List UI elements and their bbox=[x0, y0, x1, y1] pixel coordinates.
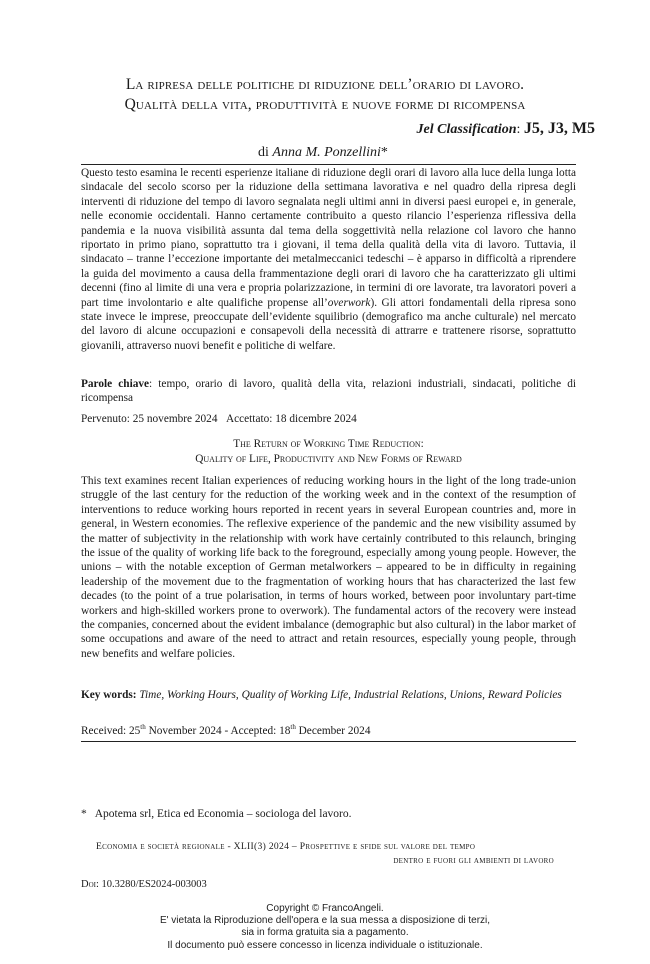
abstract-it-overwork: overwork bbox=[327, 296, 371, 309]
keywords-it-label: Parole chiave bbox=[81, 378, 150, 390]
journal-name: Economia e società regionale bbox=[96, 841, 225, 852]
copyright-line-1: Copyright © FrancoAngeli. bbox=[266, 903, 384, 914]
accepted-it: Accettato: 18 dicembre 2024 bbox=[225, 413, 357, 425]
keywords-en-text: Time, Working Hours, Quality of Working Life, Industrial Relations, Unions, Reward Policies bbox=[139, 689, 562, 701]
accepted-en-sup: th bbox=[290, 723, 296, 731]
jel-classification: Jel Classification: J5, J3, M5 bbox=[416, 120, 595, 137]
abstract-it-part2: ). Gli attori fondamentali della ripresa sono state invece le imprese, preoccupate dell’evidente squilibrio (demografico ma anche culturale) nel mercato del lavoro di alcune occupazioni e consapevoli della necessità di attrarre e trattenere risorse, soprattutto giovanili, attraverso nuovi benefit e politiche di welfare. bbox=[81, 296, 576, 352]
received-en-prefix: Received: 25 bbox=[81, 724, 141, 737]
abstract-english bbox=[81, 474, 576, 661]
footnote-marker: * bbox=[81, 808, 87, 820]
journal-volume: - XLII(3) 2024 – bbox=[224, 841, 300, 852]
keywords-en-label: Key words: bbox=[81, 689, 137, 701]
keywords-english bbox=[81, 688, 576, 702]
received-en-sup: th bbox=[140, 723, 146, 731]
received-it: Pervenuto: 25 novembre 2024 bbox=[81, 413, 218, 425]
keywords-italian bbox=[81, 377, 576, 406]
dates-english bbox=[81, 723, 370, 737]
jel-label: Jel Classification bbox=[416, 122, 517, 137]
divider-bottom bbox=[81, 741, 576, 742]
abstract-en-text: This text examines recent Italian experiences of reducing working hours in the light of the long trade-union struggle of the last century for the reduction of the working week and in the context of the resumption of interventions to reduce working hours reported in recent years in several European countries and, more in general, in Western economies. The reflexive experience of the pandemic and the new visibility assumed by the matter of subjectivity in the relationship with work have certainly contributed to this relaunch, bringing the issue of the quality of working life back to the foreground, especially among young people. However, the unions – with the notable exception of German metalworkers – appeared to be in difficulty in regaining leadership of the movement due to the fragmentation of working hours that has characterized the last few decades (to the point of a true polarisation, in terms of hours worked, between poor involuntary part-time workers and high-skilled workers prone to overwork). The fundamental actors of the recovery were instead the companies, concerned about the evident imbalance (demographic but also cultural) in the labor market of some occupations and aware of the need to attract and retain resources, especially young people, through new benefits and welfare policies. bbox=[81, 475, 576, 660]
journal-info bbox=[96, 840, 556, 868]
keywords-it-text: : tempo, orario di lavoro, qualità della vita, relazioni industriali, sindacati, politiche di ricompensa bbox=[81, 378, 577, 405]
doi: Doi: 10.3280/ES2024-003003 bbox=[81, 879, 207, 890]
author-name: Anna M. Ponzellini bbox=[272, 145, 381, 160]
copyright-line-3: sia in forma gratuita sia a pagamento. bbox=[241, 927, 409, 939]
accepted-en-suffix: December 2024 bbox=[295, 724, 371, 737]
copyright-line-2: E' vietata la Riproduzione dell'opera e la sua messa a disposizione di terzi, bbox=[159, 915, 491, 927]
abstract-italian bbox=[81, 166, 576, 353]
article-title bbox=[60, 75, 590, 115]
dates-italian bbox=[81, 413, 357, 425]
english-title-line-1: The Return of Working Time Reduction: bbox=[233, 438, 424, 450]
footnote-text: Apotema srl, Etica ed Economia – sociologa del lavoro. bbox=[94, 808, 352, 820]
received-en-suffix: November 2024 - Accepted: 18 bbox=[145, 724, 291, 737]
footnote bbox=[81, 808, 352, 820]
author-prefix: di bbox=[258, 145, 269, 160]
author-line bbox=[258, 145, 388, 161]
english-title-line-2: Quality of Life, Productivity and New Forms of Reward bbox=[195, 453, 462, 465]
divider-top bbox=[81, 164, 576, 165]
english-title bbox=[81, 437, 576, 467]
copyright-notice bbox=[80, 903, 570, 952]
title-line-2: Qualità della vita, produttività e nuove forme di ricompensa bbox=[124, 96, 526, 113]
journal-section-1: Prospettive e sfide sul valore del tempo bbox=[299, 841, 476, 852]
journal-section-2: dentro e fuori gli ambienti di lavoro bbox=[393, 855, 554, 866]
jel-codes: J5, J3, M5 bbox=[523, 120, 595, 137]
abstract-it-part1: Questo testo esamina le recenti esperienze italiane di riduzione degli orari di lavoro alla luce della lunga lotta sindacale del secolo scorso per la riduzione della settimana lavorativa e nel quadro della ripresa degli interventi di riduzione del tempo di lavoro segnalata negli ultimi anni in diversi paesi europei e, in generale, nelle economie occidentali. Hanno certamente contribuito a questo rilancio l’esperienza riflessiva della pandemia e la nuova visibilità assunta dal tema della soggettività nella relazione col lavoro che hanno riportato in primo piano, soprattutto tra i giovani, il tema della qualità della vita di lavoro. Tuttavia, il sindacato – tranne l’eccezione importante dei metalmeccanici tedeschi – è apparso in difficoltà a riprendere la guida del movimento a causa della frammentazione degli orari di lavoro che ha caratterizzato gli ultimi decenni (fino al limite di una vera e propria polarizzazione, in termini di ore lavorate, tra lavoratori poveri a part time involontario e alte qualifiche propense all’ bbox=[81, 167, 576, 309]
copyright-line-4: Il documento può essere concesso in licenza individuale o istituzionale. bbox=[167, 939, 483, 951]
author-marker: * bbox=[380, 145, 388, 160]
title-line-1: La ripresa delle politiche di riduzione dell’orario di lavoro. bbox=[125, 76, 525, 93]
